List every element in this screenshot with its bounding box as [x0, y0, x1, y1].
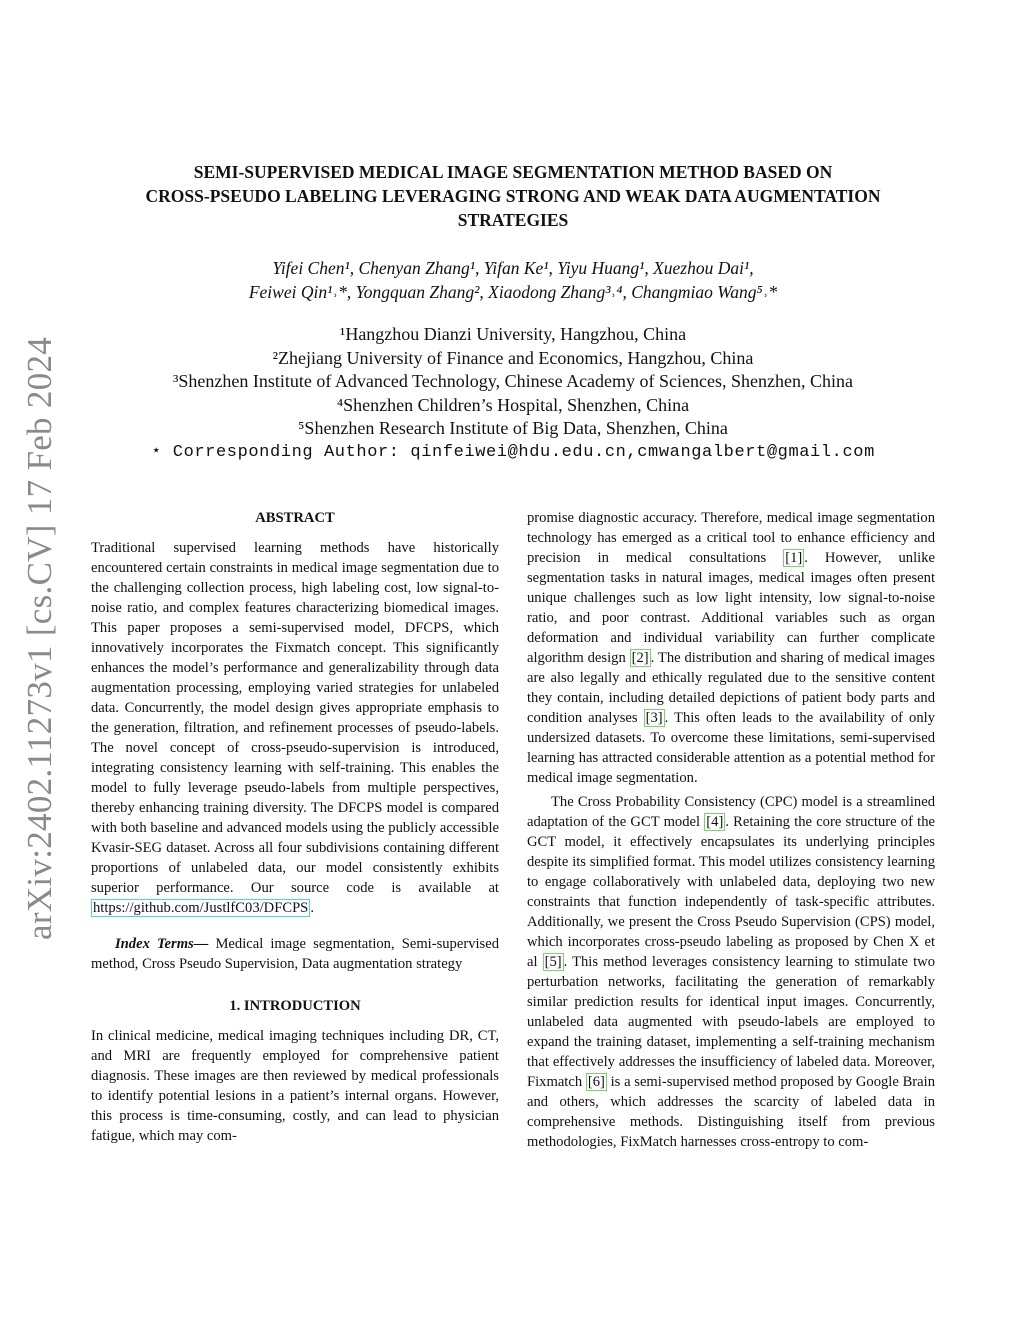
- intro-text: . This often leads to the availability of only undersized datasets. To overcome these limitations, semi-supervised learning has attracted considerable attention as a potential method for medical image segmentation.: [527, 710, 935, 786]
- citation-2[interactable]: [2]: [631, 650, 649, 666]
- citation-1[interactable]: [1]: [785, 550, 803, 566]
- citation-5[interactable]: [5]: [544, 954, 562, 970]
- paper-title: [90, 160, 936, 232]
- citation-4[interactable]: [4]: [706, 814, 724, 830]
- intro-paragraph-1-continued: [527, 508, 935, 788]
- arxiv-identifier-stamp: arXiv:2402.11273v1 [cs.CV] 17 Feb 2024: [20, 336, 59, 940]
- intro-text: . The distribution and sharing of medical images are also legally and ethically regulated due to the sensitive content they contain, including detailed depictions of patient body parts and condition analyses: [527, 650, 935, 726]
- corresponding-author: ⋆ Corresponding Author: qinfeiwei@hdu.edu.cn,cmwangalbert@gmail.com: [151, 442, 875, 462]
- intro-text: promise diagnostic accuracy. Therefore, medical image segmentation technology has emerged as a critical tool to enhance efficiency and precision in medical consultations: [527, 510, 935, 566]
- intro-paragraph-1: In clinical medicine, medical imaging techniques including DR, CT, and MRI are frequently employed for comprehensive patient diagnosis. These images are then reviewed by medical professionals to identify potential lesions in a patient’s internal organs. However, this process is time-consuming, costly, and can lead to physician fatigue, which may com-: [91, 1028, 499, 1144]
- abstract-heading: ABSTRACT: [255, 510, 335, 526]
- affiliation-5: ⁵Shenzhen Research Institute of Big Data, Shenzhen, China: [298, 418, 728, 438]
- intro-text: . This method leverages consistency learning to stimulate two perturbation networks, facilitating the generation of remarkably similar prediction results for identical input images. Concurrently, unlabeled data augmented with pseudo-labels are employed to expand the training dataset, implementing a self-training mechanism that effectively addresses the insufficiency of labeled data. Moreover, Fixmatch: [527, 954, 935, 1090]
- intro-text: is a semi-supervised method proposed by Google Brain and others, which addresses the scarcity of labeled data in comprehensive methods. Distinguishing itself from previous methodologies, FixMatch harnesses cross-entropy to com-: [527, 1074, 935, 1150]
- index-terms: [91, 934, 499, 974]
- abstract-text-end: .: [310, 900, 314, 916]
- citation-6[interactable]: [6]: [587, 1074, 605, 1090]
- abstract-text: Traditional supervised learning methods have historically encountered certain constraints in medical image segmentation due to the challenging collection process, high labeling cost, low signal-to-noise ratio, and complex features characterizing biomedical images. This paper proposes a semi-supervised model, DFCPS, which innovatively incorporates the Fixmatch concept. This significantly enhances the model’s performance and generalizability through data augmentation processing, employing varied strategies for unlabeled data. Concurrently, the model design gives appropriate emphasis to the generation, filtration, and refinement processes of pseudo-labels. The novel concept of cross-pseudo-supervision is introduced, integrating consistency learning with self-training. This enables the model to fully leverage pseudo-labels from multiple perspectives, thereby enhancing training diversity. The DFCPS model is compared with both baseline and advanced models using the publicly accessible Kvasir-SEG dataset. Across all four subdivisions containing different proportions of unlabeled data, our model consistently exhibits superior performance. Our source code is available at: [91, 540, 499, 896]
- affiliation-2: ²Zhejiang University of Finance and Economics, Hangzhou, China: [272, 347, 754, 368]
- intro-text: . However, unlike segmentation tasks in natural images, medical images often present unique challenges such as low light intensity, low signal-to-noise ratio, and poor contrast. Additional variables such as organ deformation and individual variability can further complicate algorithm design: [527, 550, 935, 666]
- title-line-1: SEMI-SUPERVISED MEDICAL IMAGE SEGMENTATION METHOD BASED ON: [193, 162, 833, 182]
- affiliation-1: ¹Hangzhou Dianzi University, Hangzhou, China: [339, 324, 687, 344]
- introduction-heading: 1. INTRODUCTION: [229, 998, 361, 1014]
- intro-paragraph-2: [527, 792, 935, 1152]
- intro-text: The Cross Probability Consistency (CPC) model is a streamlined adaptation of the GCT model: [527, 794, 935, 830]
- intro-text: . Retaining the core structure of the GCT model, it effectively encapsulates its underlying principles despite its simplified format. This model utilizes consistency learning to engage collaboratively with unlabeled data, deploying two new constraints that function independently of task-specific attributes. Additionally, we present the Cross Pseudo Supervision (CPS) model, which incorporates cross-pseudo labeling as proposed by Chen X et al: [527, 814, 936, 970]
- index-terms-label: Index Terms—: [115, 936, 209, 952]
- title-line-2: CROSS-PSEUDO LABELING LEVERAGING STRONG AND WEAK DATA AUGMENTATION: [145, 186, 881, 206]
- title-line-3: STRATEGIES: [457, 210, 569, 230]
- left-column: [91, 508, 499, 1146]
- abstract-body: [91, 538, 499, 918]
- affiliation-4: ⁴Shenzhen Children’s Hospital, Shenzhen, China: [336, 394, 690, 415]
- source-code-link[interactable]: https://github.com/JustlfC03/DFCPS: [93, 900, 309, 916]
- right-column: [527, 508, 935, 1152]
- citation-3[interactable]: [3]: [645, 710, 663, 726]
- index-terms-text: Medical image segmentation, Semi-supervised method, Cross Pseudo Supervision, Data augmentation strategy: [91, 936, 499, 972]
- author-list: [90, 256, 936, 304]
- authors-line-1: Yifei Chen¹, Chenyan Zhang¹, Yifan Ke¹, Yiyu Huang¹, Xuezhou Dai¹,: [272, 258, 754, 278]
- authors-line-2: Feiwei Qin¹˒*, Yongquan Zhang², Xiaodong Zhang³˒⁴, Changmiao Wang⁵˒*: [248, 282, 778, 302]
- affiliation-3: ³Shenzhen Institute of Advanced Technology, Chinese Academy of Sciences, Shenzhen, China: [173, 371, 853, 391]
- affiliations: [60, 323, 966, 464]
